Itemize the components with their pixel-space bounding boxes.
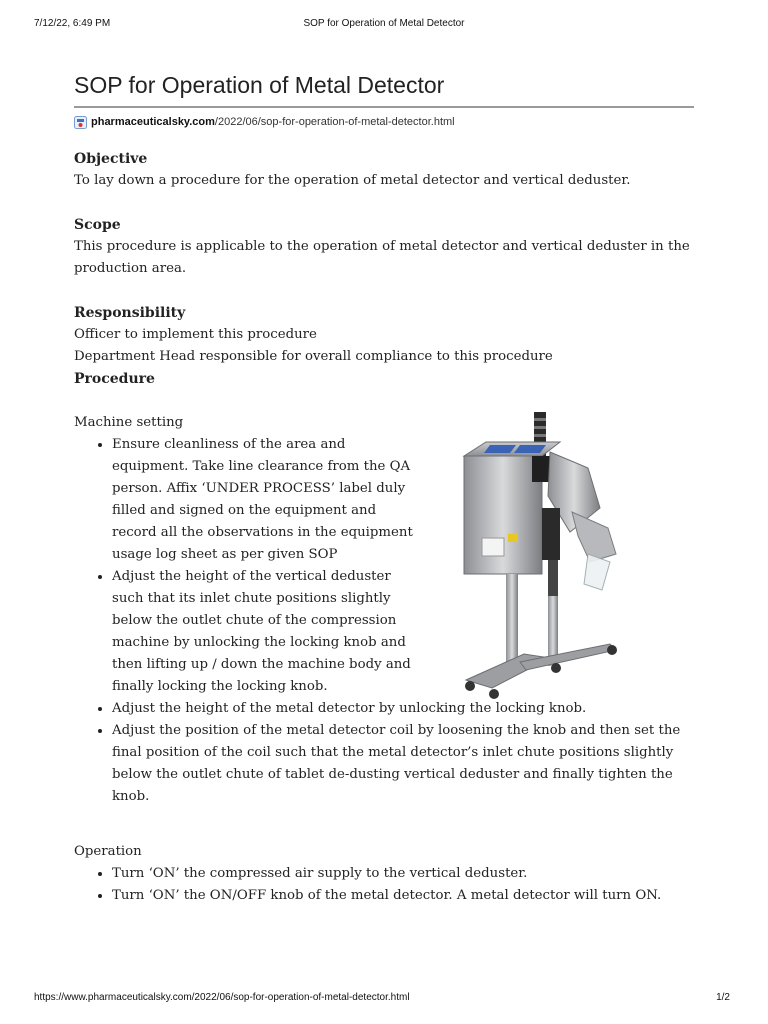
machine-setting-block xyxy=(74,412,694,808)
source-path: /2022/06/sop-for-operation-of-metal-detector.html xyxy=(214,116,455,128)
metal-detector-image xyxy=(460,412,630,702)
print-header xyxy=(0,18,768,32)
list-item: • Adjust the position of the metal detector coil by loosening the knob and then set the final position of the coil such that the metal detector’s inlet chute positions slightly below the outlet chute of tablet de-dusting vertical deduster and finally tighten the knob. xyxy=(112,720,694,808)
source-link[interactable] xyxy=(91,116,455,128)
list-item: • Turn ‘ON’ the compressed air supply to the vertical deduster. xyxy=(112,863,694,885)
objective-heading: Objective xyxy=(74,151,148,167)
objective-text: To lay down a procedure for the operation of metal detector and vertical deduster. xyxy=(74,173,631,188)
print-url: https://www.pharmaceuticalsky.com/2022/06/sop-for-operation-of-metal-detector.html xyxy=(34,992,410,1003)
responsibility-line: Department Head responsible for overall compliance to this procedure xyxy=(74,349,553,364)
operation-label: Operation xyxy=(74,844,142,859)
site-favicon-icon xyxy=(74,116,87,129)
list-item: • Adjust the height of the vertical deduster such that its inlet chute positions slightly below the outlet chute of the compression machine by unlocking the locking knob and then lifting up / down the machine body and finally locking the locking knob. xyxy=(112,566,422,698)
print-page-title: SOP for Operation of Metal Detector xyxy=(303,18,465,29)
source-domain: pharmaceuticalsky.com xyxy=(91,116,215,128)
scope-text: This procedure is applicable to the operation of metal detector and vertical deduster in the production area. xyxy=(74,239,690,276)
print-footer xyxy=(0,992,768,1006)
source-line xyxy=(74,114,694,130)
machine-setting-label: Machine setting xyxy=(74,415,184,430)
list-item: • Turn ‘ON’ the ON/OFF knob of the metal detector. A metal detector will turn ON. xyxy=(112,885,694,907)
page-title: SOP for Operation of Metal Detector xyxy=(74,70,694,108)
list-item: • Ensure cleanliness of the area and equipment. Take line clearance from the QA person. Affix ‘UNDER PROCESS’ label duly filled and signed on the equipment and record all the observations in the equipment usage log sheet as per given SOP xyxy=(112,434,422,566)
responsibility-heading: Responsibility xyxy=(74,305,186,321)
list-item: • Adjust the height of the metal detector by unlocking the locking knob. xyxy=(112,698,694,720)
responsibility-line: Officer to implement this procedure xyxy=(74,327,317,342)
procedure-heading: Procedure xyxy=(74,371,155,387)
article xyxy=(74,70,694,907)
scope-heading: Scope xyxy=(74,217,121,233)
article-body xyxy=(74,148,694,907)
print-page-number: 1/2 xyxy=(716,992,730,1003)
operation-list xyxy=(74,863,694,907)
print-datetime: 7/12/22, 6:49 PM xyxy=(34,18,111,29)
